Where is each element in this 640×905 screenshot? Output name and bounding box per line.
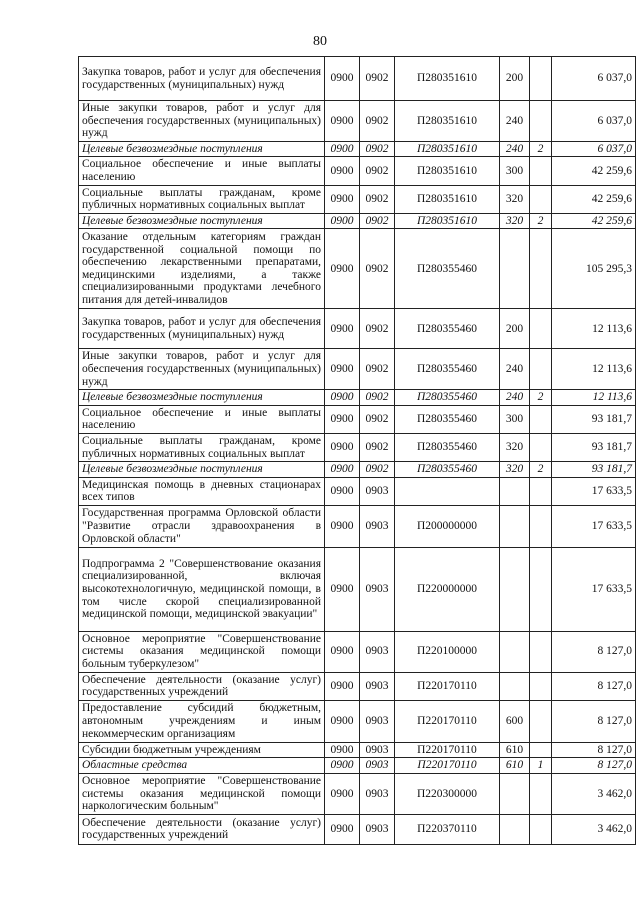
row-section-code: 0900: [325, 101, 360, 142]
row-amount: 93 181,7: [552, 405, 636, 433]
row-section-code: 0900: [325, 157, 360, 185]
row-amount: 42 259,6: [552, 157, 636, 185]
row-section-code: 0900: [325, 547, 360, 631]
row-name: Предоставление субсидий бюджетным, автономным учреждениям и иным некоммерческим организациям: [79, 700, 325, 742]
row-expense-type: [500, 814, 530, 844]
row-amount: 12 113,6: [552, 349, 636, 390]
table-row: [79, 349, 636, 390]
row-subsection-code: 0902: [360, 57, 395, 101]
row-amount: 6 037,0: [552, 101, 636, 142]
row-name: Закупка товаров, работ и услуг для обеспечения государственных (муниципальных) нужд: [79, 309, 325, 349]
row-expense-type: 200: [500, 309, 530, 349]
row-section-code: 0900: [325, 349, 360, 390]
row-name: Целевые безвозмездные поступления: [79, 390, 325, 406]
row-section-code: 0900: [325, 672, 360, 700]
row-amount: 8 127,0: [552, 631, 636, 672]
row-funding-source: [530, 405, 552, 433]
row-expense-type: 300: [500, 405, 530, 433]
row-target-code: П220100000: [395, 631, 500, 672]
row-section-code: 0900: [325, 462, 360, 478]
row-amount: 6 037,0: [552, 141, 636, 157]
row-section-code: 0900: [325, 433, 360, 461]
row-funding-source: [530, 229, 552, 309]
row-funding-source: 1: [530, 758, 552, 774]
row-funding-source: [530, 774, 552, 815]
row-funding-source: [530, 547, 552, 631]
row-amount: 17 633,5: [552, 477, 636, 505]
row-name: Основное мероприятие "Совершенствование системы оказания медицинской помощи больным туберкулезом": [79, 631, 325, 672]
row-amount: 93 181,7: [552, 433, 636, 461]
row-name: Субсидии бюджетным учреждениям: [79, 742, 325, 758]
row-target-code: П220000000: [395, 547, 500, 631]
row-amount: 8 127,0: [552, 672, 636, 700]
row-target-code: П220170110: [395, 742, 500, 758]
row-target-code: П280355460: [395, 390, 500, 406]
row-section-code: 0900: [325, 742, 360, 758]
budget-table-body: [79, 57, 636, 845]
table-row: [79, 814, 636, 844]
row-amount: 93 181,7: [552, 462, 636, 478]
table-row: [79, 213, 636, 229]
row-section-code: 0900: [325, 505, 360, 547]
row-amount: 12 113,6: [552, 390, 636, 406]
row-target-code: П280351610: [395, 101, 500, 142]
row-subsection-code: 0902: [360, 229, 395, 309]
row-amount: 6 037,0: [552, 57, 636, 101]
row-amount: 8 127,0: [552, 700, 636, 742]
row-section-code: 0900: [325, 814, 360, 844]
row-expense-type: 320: [500, 213, 530, 229]
row-subsection-code: 0903: [360, 742, 395, 758]
row-target-code: П280355460: [395, 349, 500, 390]
row-subsection-code: 0903: [360, 631, 395, 672]
row-name: Целевые безвозмездные поступления: [79, 462, 325, 478]
row-amount: 12 113,6: [552, 309, 636, 349]
row-subsection-code: 0902: [360, 157, 395, 185]
row-funding-source: [530, 631, 552, 672]
row-funding-source: [530, 185, 552, 213]
row-name: Обеспечение деятельности (оказание услуг) государственных учреждений: [79, 814, 325, 844]
row-target-code: П280355460: [395, 462, 500, 478]
row-name: Социальные выплаты гражданам, кроме публичных нормативных социальных выплат: [79, 185, 325, 213]
row-expense-type: 240: [500, 390, 530, 406]
row-name: Целевые безвозмездные поступления: [79, 213, 325, 229]
row-target-code: П280355460: [395, 309, 500, 349]
row-name: Иные закупки товаров, работ и услуг для обеспечения государственных (муниципальных) нужд: [79, 349, 325, 390]
table-row: [79, 774, 636, 815]
row-section-code: 0900: [325, 309, 360, 349]
row-expense-type: [500, 229, 530, 309]
row-expense-type: [500, 505, 530, 547]
row-funding-source: [530, 700, 552, 742]
row-section-code: 0900: [325, 758, 360, 774]
row-target-code: П220170110: [395, 700, 500, 742]
row-name: Основное мероприятие "Совершенствование системы оказания медицинской помощи наркологическим больным": [79, 774, 325, 815]
row-target-code: П280351610: [395, 185, 500, 213]
row-amount: 105 295,3: [552, 229, 636, 309]
table-row: [79, 462, 636, 478]
row-subsection-code: 0902: [360, 405, 395, 433]
row-expense-type: 240: [500, 101, 530, 142]
row-section-code: 0900: [325, 213, 360, 229]
row-target-code: П220170110: [395, 758, 500, 774]
row-target-code: П220300000: [395, 774, 500, 815]
row-target-code: П280351610: [395, 57, 500, 101]
row-subsection-code: 0902: [360, 462, 395, 478]
row-funding-source: 2: [530, 213, 552, 229]
table-row: [79, 390, 636, 406]
table-row: [79, 758, 636, 774]
table-row: [79, 185, 636, 213]
row-subsection-code: 0903: [360, 672, 395, 700]
row-funding-source: [530, 433, 552, 461]
row-funding-source: [530, 505, 552, 547]
row-target-code: [395, 477, 500, 505]
table-row: [79, 700, 636, 742]
row-subsection-code: 0903: [360, 547, 395, 631]
row-name: Целевые безвозмездные поступления: [79, 141, 325, 157]
table-row: [79, 229, 636, 309]
row-target-code: П280355460: [395, 229, 500, 309]
row-funding-source: [530, 672, 552, 700]
row-funding-source: [530, 814, 552, 844]
row-expense-type: 610: [500, 758, 530, 774]
row-amount: 17 633,5: [552, 505, 636, 547]
row-expense-type: 200: [500, 57, 530, 101]
row-funding-source: 2: [530, 141, 552, 157]
row-section-code: 0900: [325, 700, 360, 742]
row-name: Обеспечение деятельности (оказание услуг) государственных учреждений: [79, 672, 325, 700]
row-expense-type: [500, 672, 530, 700]
row-subsection-code: 0903: [360, 700, 395, 742]
row-expense-type: [500, 477, 530, 505]
row-subsection-code: 0903: [360, 814, 395, 844]
row-amount: 8 127,0: [552, 742, 636, 758]
row-name: Закупка товаров, работ и услуг для обеспечения государственных (муниципальных) нужд: [79, 57, 325, 101]
row-expense-type: 320: [500, 185, 530, 213]
row-name: Иные закупки товаров, работ и услуг для обеспечения государственных (муниципальных) нужд: [79, 101, 325, 142]
row-target-code: П280355460: [395, 433, 500, 461]
row-subsection-code: 0902: [360, 349, 395, 390]
row-funding-source: [530, 349, 552, 390]
row-subsection-code: 0903: [360, 758, 395, 774]
row-target-code: П200000000: [395, 505, 500, 547]
row-name: Государственная программа Орловской области "Развитие отрасли здравоохранения в Орловской области": [79, 505, 325, 547]
row-amount: 42 259,6: [552, 213, 636, 229]
row-name: Оказание отдельным категориям граждан государственной социальной помощи по обеспечению лекарственными препаратами, медицинскими изделиями, а также специализированными продуктами лечебного питания для детей-инвалидов: [79, 229, 325, 309]
row-expense-type: [500, 631, 530, 672]
row-target-code: П220370110: [395, 814, 500, 844]
row-section-code: 0900: [325, 477, 360, 505]
row-subsection-code: 0903: [360, 505, 395, 547]
row-funding-source: [530, 309, 552, 349]
row-subsection-code: 0902: [360, 213, 395, 229]
row-subsection-code: 0902: [360, 390, 395, 406]
table-row: [79, 141, 636, 157]
row-expense-type: 240: [500, 141, 530, 157]
row-section-code: 0900: [325, 390, 360, 406]
row-target-code: П280351610: [395, 141, 500, 157]
table-row: [79, 57, 636, 101]
row-target-code: П220170110: [395, 672, 500, 700]
table-row: [79, 101, 636, 142]
budget-table: [78, 56, 636, 845]
row-subsection-code: 0902: [360, 185, 395, 213]
row-target-code: П280355460: [395, 405, 500, 433]
row-name: Социальные выплаты гражданам, кроме публичных нормативных социальных выплат: [79, 433, 325, 461]
page-number: 80: [313, 34, 327, 49]
table-row: [79, 157, 636, 185]
row-section-code: 0900: [325, 141, 360, 157]
row-expense-type: 320: [500, 433, 530, 461]
row-subsection-code: 0903: [360, 774, 395, 815]
row-funding-source: [530, 157, 552, 185]
row-funding-source: 2: [530, 390, 552, 406]
row-section-code: 0900: [325, 229, 360, 309]
row-section-code: 0900: [325, 405, 360, 433]
table-row: [79, 433, 636, 461]
row-section-code: 0900: [325, 774, 360, 815]
row-amount: 17 633,5: [552, 547, 636, 631]
row-section-code: 0900: [325, 185, 360, 213]
table-row: [79, 405, 636, 433]
row-expense-type: 600: [500, 700, 530, 742]
table-row: [79, 742, 636, 758]
table-row: [79, 309, 636, 349]
table-row: [79, 672, 636, 700]
row-subsection-code: 0902: [360, 309, 395, 349]
row-amount: 42 259,6: [552, 185, 636, 213]
row-expense-type: 300: [500, 157, 530, 185]
row-section-code: 0900: [325, 57, 360, 101]
row-subsection-code: 0902: [360, 101, 395, 142]
row-name: Социальное обеспечение и иные выплаты населению: [79, 405, 325, 433]
row-name: Подпрограмма 2 "Совершенствование оказания специализированной, включая высокотехнологичную, медицинской помощи, в том числе скорой специализированной медицинской помощи, медицинской эвакуации": [79, 547, 325, 631]
row-funding-source: [530, 477, 552, 505]
row-target-code: П280351610: [395, 213, 500, 229]
row-expense-type: [500, 774, 530, 815]
row-subsection-code: 0902: [360, 141, 395, 157]
row-expense-type: 240: [500, 349, 530, 390]
row-target-code: П280351610: [395, 157, 500, 185]
table-row: [79, 505, 636, 547]
row-name: Медицинская помощь в дневных стационарах всех типов: [79, 477, 325, 505]
row-funding-source: [530, 101, 552, 142]
row-expense-type: 610: [500, 742, 530, 758]
row-subsection-code: 0903: [360, 477, 395, 505]
table-row: [79, 631, 636, 672]
row-amount: 8 127,0: [552, 758, 636, 774]
row-section-code: 0900: [325, 631, 360, 672]
row-funding-source: [530, 742, 552, 758]
row-amount: 3 462,0: [552, 774, 636, 815]
row-funding-source: [530, 57, 552, 101]
table-row: [79, 477, 636, 505]
row-expense-type: [500, 547, 530, 631]
table-row: [79, 547, 636, 631]
row-funding-source: 2: [530, 462, 552, 478]
row-name: Социальное обеспечение и иные выплаты населению: [79, 157, 325, 185]
row-amount: 3 462,0: [552, 814, 636, 844]
row-name: Областные средства: [79, 758, 325, 774]
row-expense-type: 320: [500, 462, 530, 478]
row-subsection-code: 0902: [360, 433, 395, 461]
